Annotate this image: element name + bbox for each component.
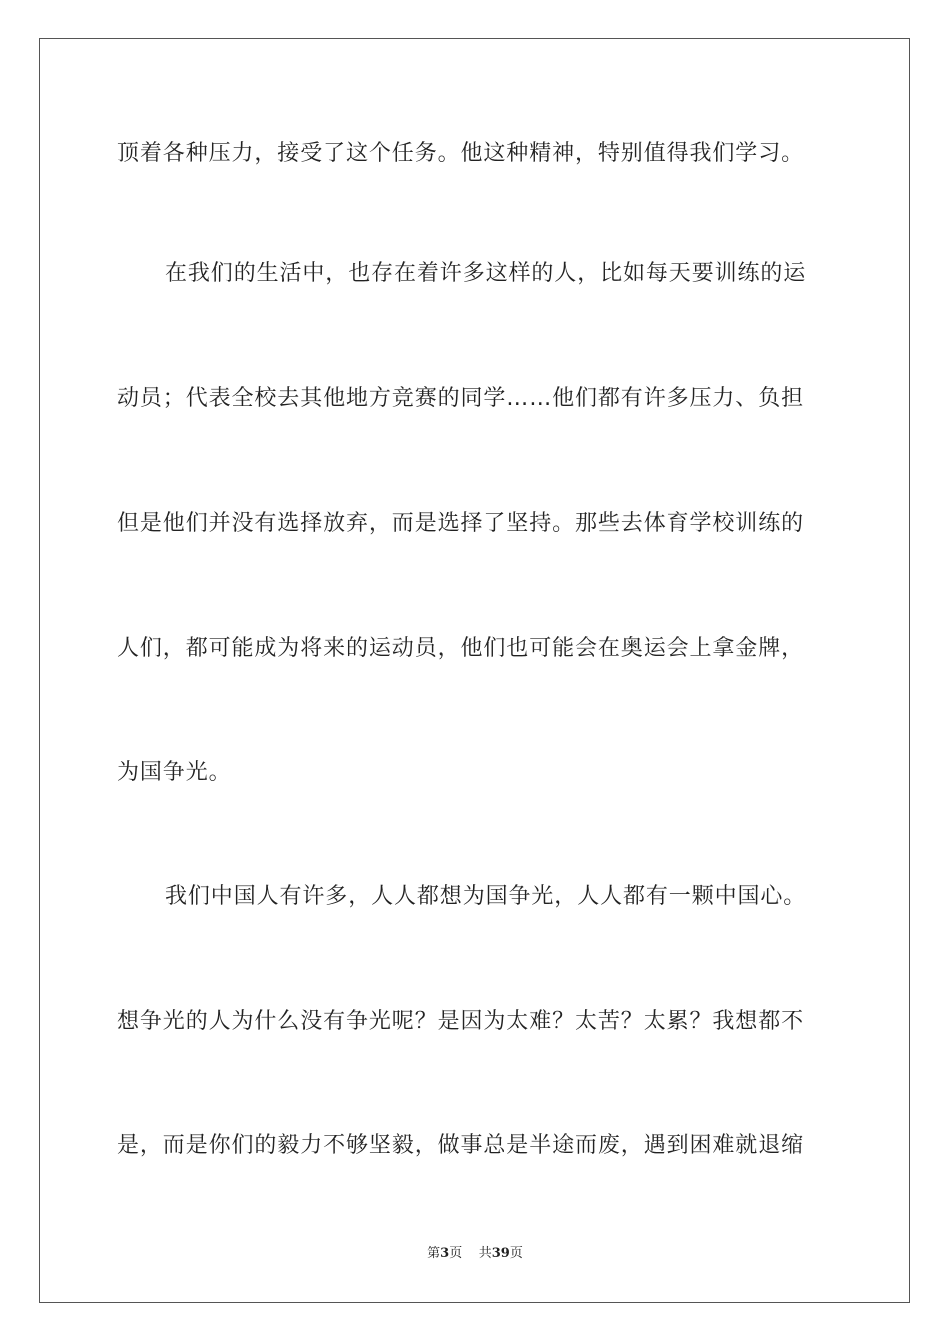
text-line-2: 在我们的生活中，也存在着许多这样的人，比如每天要训练的运 (165, 261, 807, 286)
text-line-3: 动员；代表全校去其他地方竞赛的同学……他们都有许多压力、负担 (117, 386, 805, 411)
text-line-6: 为国争光。 (117, 760, 232, 785)
text-line-8: 想争光的人为什么没有争光呢？是因为太难？太苦？太累？我想都不 (117, 1009, 805, 1034)
text-line-1: 顶着各种压力，接受了这个任务。他这种精神，特别值得我们学习。 (117, 141, 805, 166)
footer-page-prefix: 第 (427, 1246, 441, 1261)
text-line-9: 是，而是你们的毅力不够坚毅，做事总是半途而废，遇到困难就退缩 (117, 1133, 805, 1158)
footer-page-number: 3 (440, 1246, 450, 1261)
page-frame (39, 38, 910, 1303)
text-line-4: 但是他们并没有选择放弃，而是选择了坚持。那些去体育学校训练的 (117, 511, 805, 536)
footer-total-pages: 39 (491, 1246, 510, 1261)
footer-total-suffix: 页 (509, 1246, 523, 1261)
text-line-5: 人们，都可能成为将来的运动员，他们也可能会在奥运会上拿金牌， (117, 636, 805, 661)
page-footer (0, 1245, 950, 1263)
text-line-7: 我们中国人有许多，人人都想为国争光，人人都有一颗中国心。 (165, 884, 807, 909)
footer-page-suffix: 页 (449, 1246, 463, 1261)
footer-total-prefix: 共 (478, 1246, 492, 1261)
